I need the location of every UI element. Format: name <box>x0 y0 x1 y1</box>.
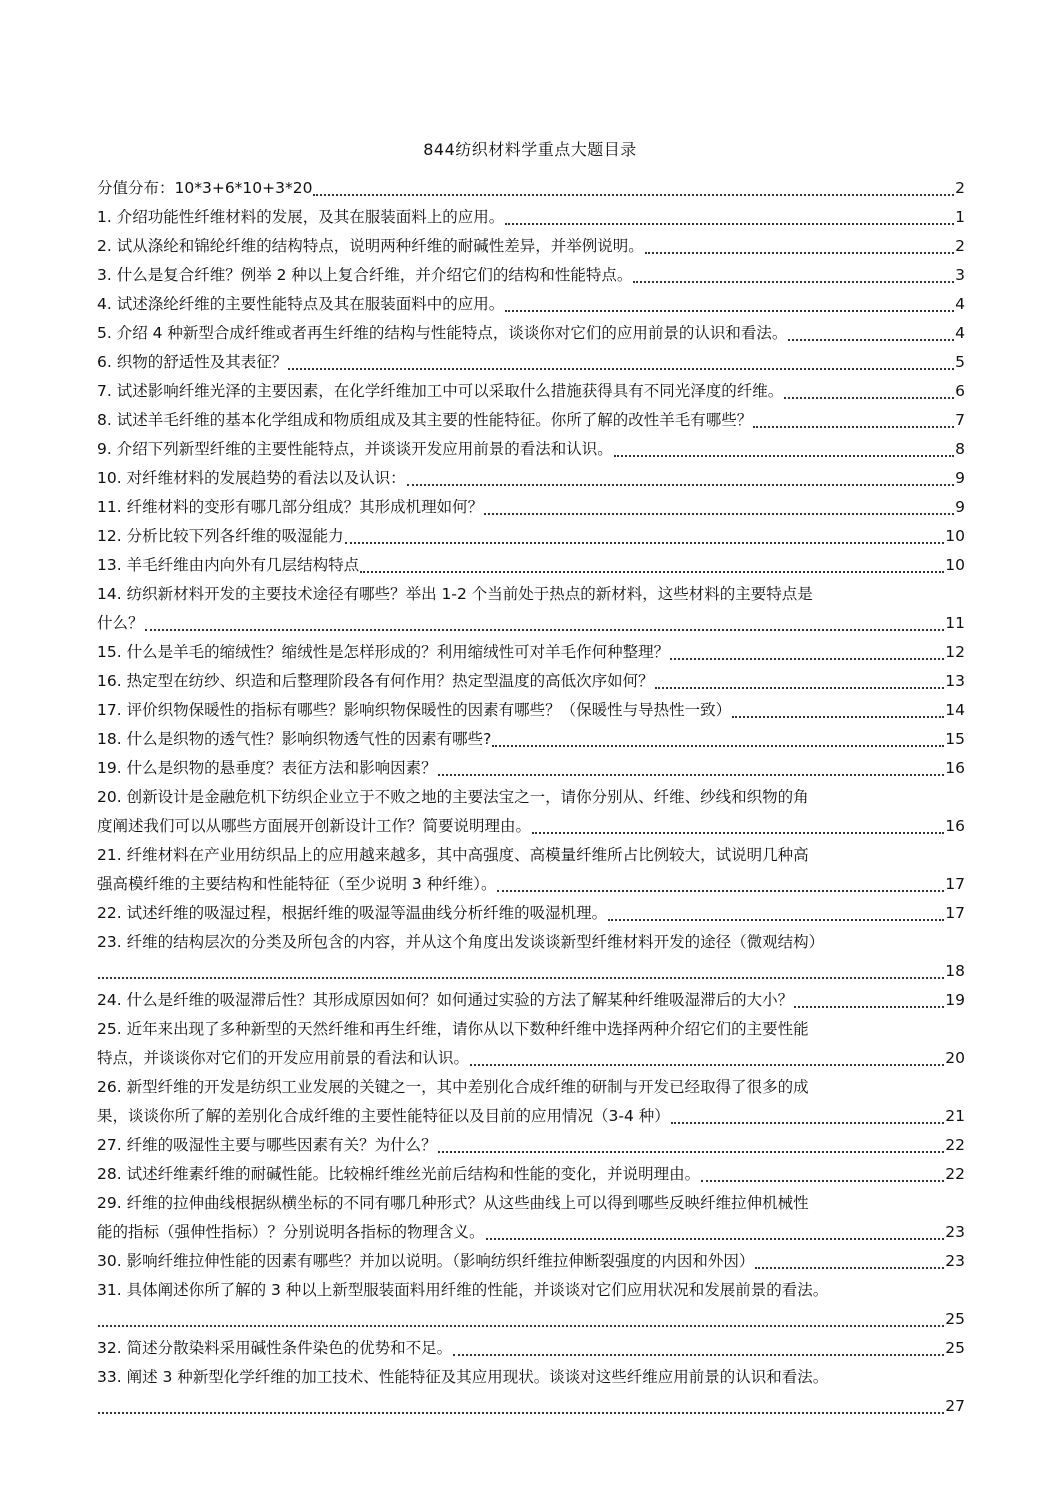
toc-entry-text: 24. 什么是纤维的吸湿滞后性？其形成原因如何？如何通过实验的方法了解某种纤维吸湿滞后的大小？ <box>97 991 794 1009</box>
toc-page-number: 10 <box>945 527 965 545</box>
toc-entry-text: 30. 影响纤维拉伸性能的因素有哪些？并加以说明。（影响纺织纤维拉伸断裂强度的内因和外因） <box>97 1252 755 1270</box>
toc-entry[interactable] <box>97 986 965 1015</box>
toc-entry-line-last <box>97 174 965 203</box>
toc-entry-text: 15. 什么是羊毛的缩绒性？缩绒性是怎样形成的？利用缩绒性可对羊毛作何种整理？ <box>97 643 670 661</box>
toc-entry-line <box>97 783 965 812</box>
toc-entry-line-last <box>97 696 965 725</box>
dot-leader <box>484 512 954 515</box>
toc-entry-line-last <box>97 870 965 899</box>
toc-entry-line <box>97 1276 965 1305</box>
toc-entry-line-last <box>97 609 965 638</box>
dot-leader <box>345 541 945 544</box>
toc-entry[interactable] <box>97 1189 965 1247</box>
toc-page-number: 22 <box>945 1136 965 1154</box>
toc-entry-line-last <box>97 1334 965 1363</box>
toc-entry-line-last <box>97 203 965 232</box>
dot-leader <box>407 483 955 486</box>
toc-entry-text: 9. 介绍下列新型纤维的主要性能特点，并谈谈开发应用前景的看法和认识。 <box>97 440 613 458</box>
toc-entry-text: 8. 试述羊毛纤维的基本化学组成和物质组成及其主要的性能特征。你所了解的改性羊毛有哪些？ <box>97 411 753 429</box>
dot-leader <box>614 454 954 457</box>
dot-leader <box>753 425 954 428</box>
toc-entry[interactable] <box>97 754 965 783</box>
toc-page-number: 9 <box>955 498 965 516</box>
toc-page-number: 7 <box>955 411 965 429</box>
dot-leader <box>98 1411 944 1414</box>
dot-leader <box>671 1121 945 1124</box>
toc-entry-text: 6. 织物的舒适性及其表征？ <box>97 353 288 371</box>
dot-leader <box>438 1150 945 1153</box>
toc-page-number: 20 <box>945 1049 965 1067</box>
toc-entry-line-last <box>97 232 965 261</box>
toc-entry-text: 特点，并谈谈你对它们的开发应用前景的看法和认识。 <box>97 1049 470 1067</box>
toc-page-number: 9 <box>955 469 965 487</box>
dot-leader <box>98 1324 944 1327</box>
toc-entry[interactable] <box>97 1073 965 1131</box>
toc-entry[interactable] <box>97 783 965 841</box>
toc-page-number: 27 <box>945 1397 965 1415</box>
toc-entry-text: 19. 什么是织物的悬垂度？表征方法和影响因素？ <box>97 759 437 777</box>
toc-entry-text: 5. 介绍 4 种新型合成纤维或者再生纤维的结构与性能特点，谈谈你对它们的应用前景的认识和看法。 <box>97 324 788 342</box>
toc-entry[interactable] <box>97 435 965 464</box>
dot-leader <box>755 1266 944 1269</box>
toc-entry-text: 12. 分析比较下列各纤维的吸湿能力 <box>97 527 344 545</box>
toc-entry-text: 25. 近年来出现了多种新型的天然纤维和再生纤维，请你从以下数种纤维中选择两种介绍它们的主要性能 <box>97 1020 809 1038</box>
toc-entry-line-last <box>97 406 965 435</box>
dot-leader <box>505 222 954 225</box>
toc-entry-line-last <box>97 812 965 841</box>
dot-leader <box>670 657 944 660</box>
toc-entry-text: 20. 创新设计是金融危机下纺织企业立于不败之地的主要法宝之一，请你分别从、纤维、纱线和织物的角 <box>97 788 809 806</box>
toc-entry[interactable] <box>97 232 965 261</box>
dot-leader <box>492 744 944 747</box>
toc-entry-line-last <box>97 667 965 696</box>
toc-entry-text: 27. 纤维的吸湿性主要与哪些因素有关？为什么？ <box>97 1136 437 1154</box>
toc-page-number: 17 <box>945 875 965 893</box>
toc-entry-line-last <box>97 319 965 348</box>
toc-page-number: 22 <box>945 1165 965 1183</box>
toc-entry-line-last <box>97 1218 965 1247</box>
toc-entry-line-last <box>97 493 965 522</box>
toc-entry-line-last <box>97 1131 965 1160</box>
toc-entry-line <box>97 1189 965 1218</box>
toc-entry-line <box>97 1073 965 1102</box>
toc-page-number: 4 <box>955 295 965 313</box>
dot-leader <box>145 628 945 631</box>
toc-entry-line-last <box>97 261 965 290</box>
toc-entry[interactable] <box>97 638 965 667</box>
toc-entry-text: 18. 什么是织物的透气性？影响织物透气性的因素有哪些? <box>97 730 492 748</box>
dot-leader <box>645 251 954 254</box>
toc-page-number: 1 <box>955 208 965 226</box>
toc-entry-text: 3. 什么是复合纤维？例举 2 种以上复合纤维，并介绍它们的结构和性能特点。 <box>97 266 633 284</box>
toc-entry[interactable] <box>97 203 965 232</box>
toc-entry[interactable] <box>97 261 965 290</box>
toc-entry[interactable] <box>97 464 965 493</box>
toc-page-number: 3 <box>955 266 965 284</box>
dot-leader <box>360 570 944 573</box>
toc-entry-line-last <box>97 957 965 986</box>
toc-entry[interactable] <box>97 551 965 580</box>
toc-page-number: 25 <box>945 1339 965 1357</box>
toc-entry[interactable] <box>97 1131 965 1160</box>
toc-entry-line-last <box>97 754 965 783</box>
toc-entry[interactable] <box>97 1363 965 1421</box>
toc-entry-text: 16. 热定型在纺纱、织造和后整理阶段各有何作用？热定型温度的高低次序如何？ <box>97 672 654 690</box>
toc-entry-text: 21. 纤维材料在产业用纺织品上的应用越来越多，其中高强度、高模量纤维所占比例较大，试说明几种高 <box>97 846 809 864</box>
dot-leader <box>497 889 944 892</box>
dot-leader <box>608 918 944 921</box>
toc-entry-text: 7. 试述影响纤维光泽的主要因素，在化学纤维加工中可以采取什么措施获得具有不同光泽度的纤维。 <box>97 382 784 400</box>
dot-leader <box>438 773 945 776</box>
toc-entry-line-last <box>97 377 965 406</box>
toc-entry-line-last <box>97 522 965 551</box>
toc-entry-text: 14. 纺织新材料开发的主要技术途径有哪些？举出 1-2 个当前处于热点的新材料，这些材料的主要特点是 <box>97 585 813 603</box>
toc-page-number: 21 <box>945 1107 965 1125</box>
toc-entry[interactable] <box>97 696 965 725</box>
toc-entry-text: 果，谈谈你所了解的差别化合成纤维的主要性能特征以及目前的应用情况（3-4 种） <box>97 1107 670 1125</box>
toc-entry[interactable] <box>97 899 965 928</box>
toc-entry[interactable] <box>97 1160 965 1189</box>
toc-page-number: 15 <box>945 730 965 748</box>
toc-entry[interactable] <box>97 290 965 319</box>
dot-leader <box>701 1179 944 1182</box>
toc-entry-line <box>97 1015 965 1044</box>
toc-entry-text: 29. 纤维的拉伸曲线根据纵横坐标的不同有哪几种形式？从这些曲线上可以得到哪些反映纤维拉伸机械性 <box>97 1194 809 1212</box>
toc-entry-text: 分值分布：10*3+6*10+3*20 <box>97 179 313 197</box>
dot-leader <box>732 715 944 718</box>
toc-entry-text: 4. 试述涤纶纤维的主要性能特点及其在服装面料中的应用。 <box>97 295 505 313</box>
toc-entry-line <box>97 928 965 957</box>
toc-entry-text: 23. 纤维的结构层次的分类及所包含的内容，并从这个角度出发谈谈新型纤维材料开发的途径（微观结构） <box>97 933 825 951</box>
toc-page-number: 17 <box>945 904 965 922</box>
toc-entry[interactable] <box>97 406 965 435</box>
dot-leader <box>784 396 954 399</box>
toc-entry-text: 度阐述我们可以从哪些方面展开创新设计工作？简要说明理由。 <box>97 817 532 835</box>
toc-entry-text: 26. 新型纤维的开发是纺织工业发展的关键之一，其中差别化合成纤维的研制与开发已经取得了很多的成 <box>97 1078 809 1096</box>
toc-entry[interactable] <box>97 841 965 899</box>
toc-entry-line <box>97 841 965 870</box>
toc-page-number: 6 <box>955 382 965 400</box>
toc-page-number: 16 <box>945 817 965 835</box>
toc-entry-line-last <box>97 1247 965 1276</box>
toc-entry[interactable] <box>97 1247 965 1276</box>
dot-leader <box>505 309 954 312</box>
toc-page-number: 23 <box>945 1252 965 1270</box>
toc-entry[interactable] <box>97 580 965 638</box>
dot-leader <box>313 193 954 196</box>
toc-entry-line-last <box>97 725 965 754</box>
toc-page-number: 2 <box>955 237 965 255</box>
dot-leader <box>532 831 944 834</box>
dot-leader <box>655 686 945 689</box>
toc-entry-line-last <box>97 464 965 493</box>
toc-entry-text: 能的指标（强伸性指标）？分别说明各指标的物理含义。 <box>97 1223 485 1241</box>
toc-entry[interactable] <box>97 1015 965 1073</box>
toc-entry[interactable] <box>97 522 965 551</box>
toc-page-number: 13 <box>945 672 965 690</box>
toc-entry[interactable] <box>97 319 965 348</box>
toc-entry-text: 32. 简述分散染料采用碱性条件染色的优势和不足。 <box>97 1339 453 1357</box>
toc-page-number: 11 <box>945 614 965 632</box>
toc-entry-text: 11. 纤维材料的变形有哪几部分组成？其形成机理如何？ <box>97 498 484 516</box>
toc-page-number: 23 <box>945 1223 965 1241</box>
dot-leader <box>788 338 954 341</box>
toc-page-number: 18 <box>945 962 965 980</box>
dot-leader <box>486 1237 945 1240</box>
toc-page-number: 25 <box>945 1310 965 1328</box>
toc-entry-line-last <box>97 348 965 377</box>
toc-page-number: 19 <box>945 991 965 1009</box>
toc-entry-line-last <box>97 1102 965 1131</box>
toc-entry[interactable] <box>97 1276 965 1334</box>
toc-page-number: 5 <box>955 353 965 371</box>
toc-page-number: 10 <box>945 556 965 574</box>
dot-leader <box>633 280 954 283</box>
toc-entry-line-last <box>97 551 965 580</box>
toc-page-number: 16 <box>945 759 965 777</box>
toc-entry-text: 2. 试从涤纶和锦纶纤维的结构特点，说明两种纤维的耐碱性差异，并举例说明。 <box>97 237 644 255</box>
toc-entry[interactable] <box>97 1334 965 1363</box>
dot-leader <box>288 367 954 370</box>
toc-entry-line-last <box>97 290 965 319</box>
dot-leader <box>470 1063 944 1066</box>
toc-page-number: 14 <box>945 701 965 719</box>
toc-entry-text: 33. 阐述 3 种新型化学纤维的加工技术、性能特征及其应用现状。谈谈对这些纤维应用前景的认识和看法。 <box>97 1368 829 1386</box>
dot-leader <box>453 1353 944 1356</box>
dot-leader <box>794 1005 944 1008</box>
toc-page-number: 2 <box>955 179 965 197</box>
toc-entry-text: 17. 评价织物保暖性的指标有哪些？影响织物保暖性的因素有哪些？（保暖性与导热性一致） <box>97 701 732 719</box>
toc-entry-text: 什么？ <box>97 614 144 632</box>
toc-entry[interactable] <box>97 174 965 203</box>
toc-entry[interactable] <box>97 377 965 406</box>
toc-entry-line-last <box>97 435 965 464</box>
toc-entry-line-last <box>97 1044 965 1073</box>
toc-entry-line-last <box>97 986 965 1015</box>
toc-entry-text: 强高模纤维的主要结构和性能特征（至少说明 3 种纤维）。 <box>97 875 497 893</box>
toc-page-number: 4 <box>955 324 965 342</box>
toc-entry-line-last <box>97 1305 965 1334</box>
toc-entry[interactable] <box>97 348 965 377</box>
toc-entry-text: 28. 试述纤维素纤维的耐碱性能。比较棉纤维丝光前后结构和性能的变化，并说明理由。 <box>97 1165 701 1183</box>
toc-entry-text: 13. 羊毛纤维由内向外有几层结构特点 <box>97 556 360 574</box>
toc-entry-text: 10. 对纤维材料的发展趋势的看法以及认识： <box>97 469 406 487</box>
toc-entry-text: 31. 具体阐述你所了解的 3 种以上新型服装面料用纤维的性能，并谈谈对它们应用状况和发展前景的看法。 <box>97 1281 829 1299</box>
toc-entry[interactable] <box>97 667 965 696</box>
toc-entry-line <box>97 580 965 609</box>
toc-entry-line-last <box>97 1392 965 1421</box>
toc-entry[interactable] <box>97 928 965 986</box>
toc-entry-line-last <box>97 638 965 667</box>
toc-entry-line <box>97 1363 965 1392</box>
toc-entry-line-last <box>97 1160 965 1189</box>
toc-entry[interactable] <box>97 725 965 754</box>
toc-page-number: 12 <box>945 643 965 661</box>
toc-page-number: 8 <box>955 440 965 458</box>
toc-entry-text: 1. 介绍功能性纤维材料的发展，及其在服装面料上的应用。 <box>97 208 505 226</box>
table-of-contents <box>97 174 965 1421</box>
dot-leader <box>98 976 944 979</box>
toc-entry-line-last <box>97 899 965 928</box>
toc-entry-text: 22. 试述纤维的吸湿过程，根据纤维的吸湿等温曲线分析纤维的吸湿机理。 <box>97 904 608 922</box>
toc-entry[interactable] <box>97 493 965 522</box>
document-title: 844纺织材料学重点大题目录 <box>423 140 637 159</box>
